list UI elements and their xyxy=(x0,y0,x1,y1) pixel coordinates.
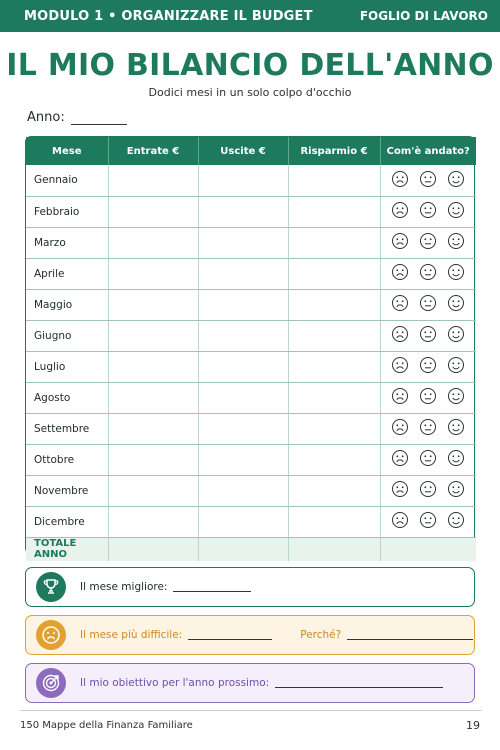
goal-label: Il mio obiettivo per l'anno prossimo: xyxy=(80,677,270,689)
mood-cell xyxy=(380,382,476,413)
mood-cell xyxy=(380,289,476,320)
happy-face-icon[interactable] xyxy=(447,263,465,284)
sad-face-icon[interactable] xyxy=(391,201,409,222)
month-name: Marzo xyxy=(26,227,108,258)
month-name: Febbraio xyxy=(26,196,108,227)
goal-box xyxy=(25,663,475,703)
book-title: 150 Mappe della Finanza Familiare xyxy=(20,720,193,731)
month-name: Novembre xyxy=(26,475,108,506)
year-label: Anno: xyxy=(27,110,65,125)
mood-cell xyxy=(380,227,476,258)
module-title: MODULO 1 • ORGANIZZARE IL BUDGET xyxy=(24,8,313,24)
neutral-face-icon[interactable] xyxy=(419,232,437,253)
column-header: Uscite € xyxy=(198,137,288,165)
year-field xyxy=(27,110,127,125)
best-month-box xyxy=(25,567,475,607)
sad-face-icon xyxy=(36,620,66,650)
expenses-cell[interactable] xyxy=(198,506,288,537)
sad-face-icon[interactable] xyxy=(391,232,409,253)
column-header: Mese xyxy=(26,137,108,165)
table-row xyxy=(26,444,476,475)
year-input-line[interactable] xyxy=(71,113,127,125)
income-cell[interactable] xyxy=(108,382,198,413)
expenses-cell[interactable] xyxy=(198,413,288,444)
savings-cell[interactable] xyxy=(288,258,380,289)
mood-cell xyxy=(380,320,476,351)
sad-face-icon[interactable] xyxy=(391,387,409,408)
month-name: Dicembre xyxy=(26,506,108,537)
table-row xyxy=(26,475,476,506)
month-name: Giugno xyxy=(26,320,108,351)
hardest-month-label: Il mese più difficile: xyxy=(80,629,183,641)
mood-cell xyxy=(380,444,476,475)
table-row xyxy=(26,289,476,320)
total-savings-cell[interactable] xyxy=(288,537,380,561)
neutral-face-icon[interactable] xyxy=(419,263,437,284)
why-input-line[interactable] xyxy=(347,630,473,640)
month-name: Aprile xyxy=(26,258,108,289)
neutral-face-icon[interactable] xyxy=(419,418,437,439)
savings-cell[interactable] xyxy=(288,506,380,537)
sad-face-icon[interactable] xyxy=(391,418,409,439)
savings-cell[interactable] xyxy=(288,351,380,382)
mood-cell xyxy=(380,351,476,382)
table-row xyxy=(26,506,476,537)
neutral-face-icon[interactable] xyxy=(419,170,437,191)
sad-face-icon[interactable] xyxy=(391,356,409,377)
total-income-cell[interactable] xyxy=(108,537,198,561)
mood-cell xyxy=(380,413,476,444)
happy-face-icon[interactable] xyxy=(447,511,465,532)
page-title: IL MIO BILANCIO DELL'ANNO xyxy=(6,48,494,83)
expenses-cell[interactable] xyxy=(198,382,288,413)
neutral-face-icon[interactable] xyxy=(419,201,437,222)
table-row xyxy=(26,413,476,444)
savings-cell[interactable] xyxy=(288,320,380,351)
happy-face-icon[interactable] xyxy=(447,449,465,470)
column-header: Com'è andato? xyxy=(380,137,476,165)
savings-cell[interactable] xyxy=(288,165,380,196)
sad-face-icon[interactable] xyxy=(391,480,409,501)
savings-cell[interactable] xyxy=(288,289,380,320)
expenses-cell[interactable] xyxy=(198,475,288,506)
happy-face-icon[interactable] xyxy=(447,201,465,222)
neutral-face-icon[interactable] xyxy=(419,449,437,470)
savings-cell[interactable] xyxy=(288,475,380,506)
income-cell[interactable] xyxy=(108,320,198,351)
savings-cell[interactable] xyxy=(288,196,380,227)
total-expenses-cell[interactable] xyxy=(198,537,288,561)
sad-face-icon[interactable] xyxy=(391,263,409,284)
sad-face-icon[interactable] xyxy=(391,325,409,346)
table-row xyxy=(26,382,476,413)
neutral-face-icon[interactable] xyxy=(419,294,437,315)
table-row xyxy=(26,258,476,289)
income-cell[interactable] xyxy=(108,165,198,196)
table-row xyxy=(26,227,476,258)
goal-input-line[interactable] xyxy=(275,678,443,688)
expenses-cell[interactable] xyxy=(198,258,288,289)
neutral-face-icon[interactable] xyxy=(419,356,437,377)
happy-face-icon[interactable] xyxy=(447,294,465,315)
total-mood-cell xyxy=(380,537,476,561)
table-row xyxy=(26,351,476,382)
income-cell[interactable] xyxy=(108,506,198,537)
column-header: Risparmio € xyxy=(288,137,380,165)
income-cell[interactable] xyxy=(108,413,198,444)
month-name: Ottobre xyxy=(26,444,108,475)
table-row xyxy=(26,165,476,196)
mood-cell xyxy=(380,258,476,289)
income-cell[interactable] xyxy=(108,196,198,227)
expenses-cell[interactable] xyxy=(198,289,288,320)
sad-face-icon[interactable] xyxy=(391,170,409,191)
month-name: Luglio xyxy=(26,351,108,382)
expenses-cell[interactable] xyxy=(198,444,288,475)
month-name: Maggio xyxy=(26,289,108,320)
happy-face-icon[interactable] xyxy=(447,480,465,501)
budget-table xyxy=(25,136,475,561)
happy-face-icon[interactable] xyxy=(447,387,465,408)
total-label: TOTALE ANNO xyxy=(26,537,108,561)
income-cell[interactable] xyxy=(108,351,198,382)
table-row xyxy=(26,320,476,351)
savings-cell[interactable] xyxy=(288,227,380,258)
expenses-cell[interactable] xyxy=(198,351,288,382)
savings-cell[interactable] xyxy=(288,444,380,475)
savings-cell[interactable] xyxy=(288,413,380,444)
sad-face-icon[interactable] xyxy=(391,511,409,532)
month-name: Agosto xyxy=(26,382,108,413)
neutral-face-icon[interactable] xyxy=(419,387,437,408)
mood-cell xyxy=(380,506,476,537)
expenses-cell[interactable] xyxy=(198,165,288,196)
neutral-face-icon[interactable] xyxy=(419,325,437,346)
income-cell[interactable] xyxy=(108,227,198,258)
mood-cell xyxy=(380,165,476,196)
mood-cell xyxy=(380,196,476,227)
happy-face-icon[interactable] xyxy=(447,232,465,253)
expenses-cell[interactable] xyxy=(198,320,288,351)
page-number: 19 xyxy=(466,719,480,732)
header-bar xyxy=(0,0,500,32)
savings-cell[interactable] xyxy=(288,382,380,413)
why-label: Perché? xyxy=(300,629,342,641)
month-name: Settembre xyxy=(26,413,108,444)
neutral-face-icon[interactable] xyxy=(419,480,437,501)
column-header: Entrate € xyxy=(108,137,198,165)
income-cell[interactable] xyxy=(108,289,198,320)
sad-face-icon[interactable] xyxy=(391,449,409,470)
best-month-label: Il mese migliore: xyxy=(80,581,168,593)
table-header-row xyxy=(26,137,476,165)
expenses-cell[interactable] xyxy=(198,227,288,258)
happy-face-icon[interactable] xyxy=(447,418,465,439)
trophy-icon xyxy=(36,572,66,602)
happy-face-icon[interactable] xyxy=(447,325,465,346)
expenses-cell[interactable] xyxy=(198,196,288,227)
happy-face-icon[interactable] xyxy=(447,356,465,377)
neutral-face-icon[interactable] xyxy=(419,511,437,532)
income-cell[interactable] xyxy=(108,444,198,475)
income-cell[interactable] xyxy=(108,258,198,289)
happy-face-icon[interactable] xyxy=(447,170,465,191)
hardest-month-input-line[interactable] xyxy=(188,630,272,640)
best-month-input-line[interactable] xyxy=(173,582,251,592)
hardest-month-box xyxy=(25,615,475,655)
sad-face-icon[interactable] xyxy=(391,294,409,315)
target-icon xyxy=(36,668,66,698)
page-subtitle: Dodici mesi in un solo colpo d'occhio xyxy=(148,86,352,99)
income-cell[interactable] xyxy=(108,475,198,506)
worksheet-label: FOGLIO DI LAVORO xyxy=(359,9,488,23)
table-row xyxy=(26,196,476,227)
mood-cell xyxy=(380,475,476,506)
footer-divider xyxy=(20,710,482,711)
total-row xyxy=(26,537,476,561)
month-name: Gennaio xyxy=(26,165,108,196)
